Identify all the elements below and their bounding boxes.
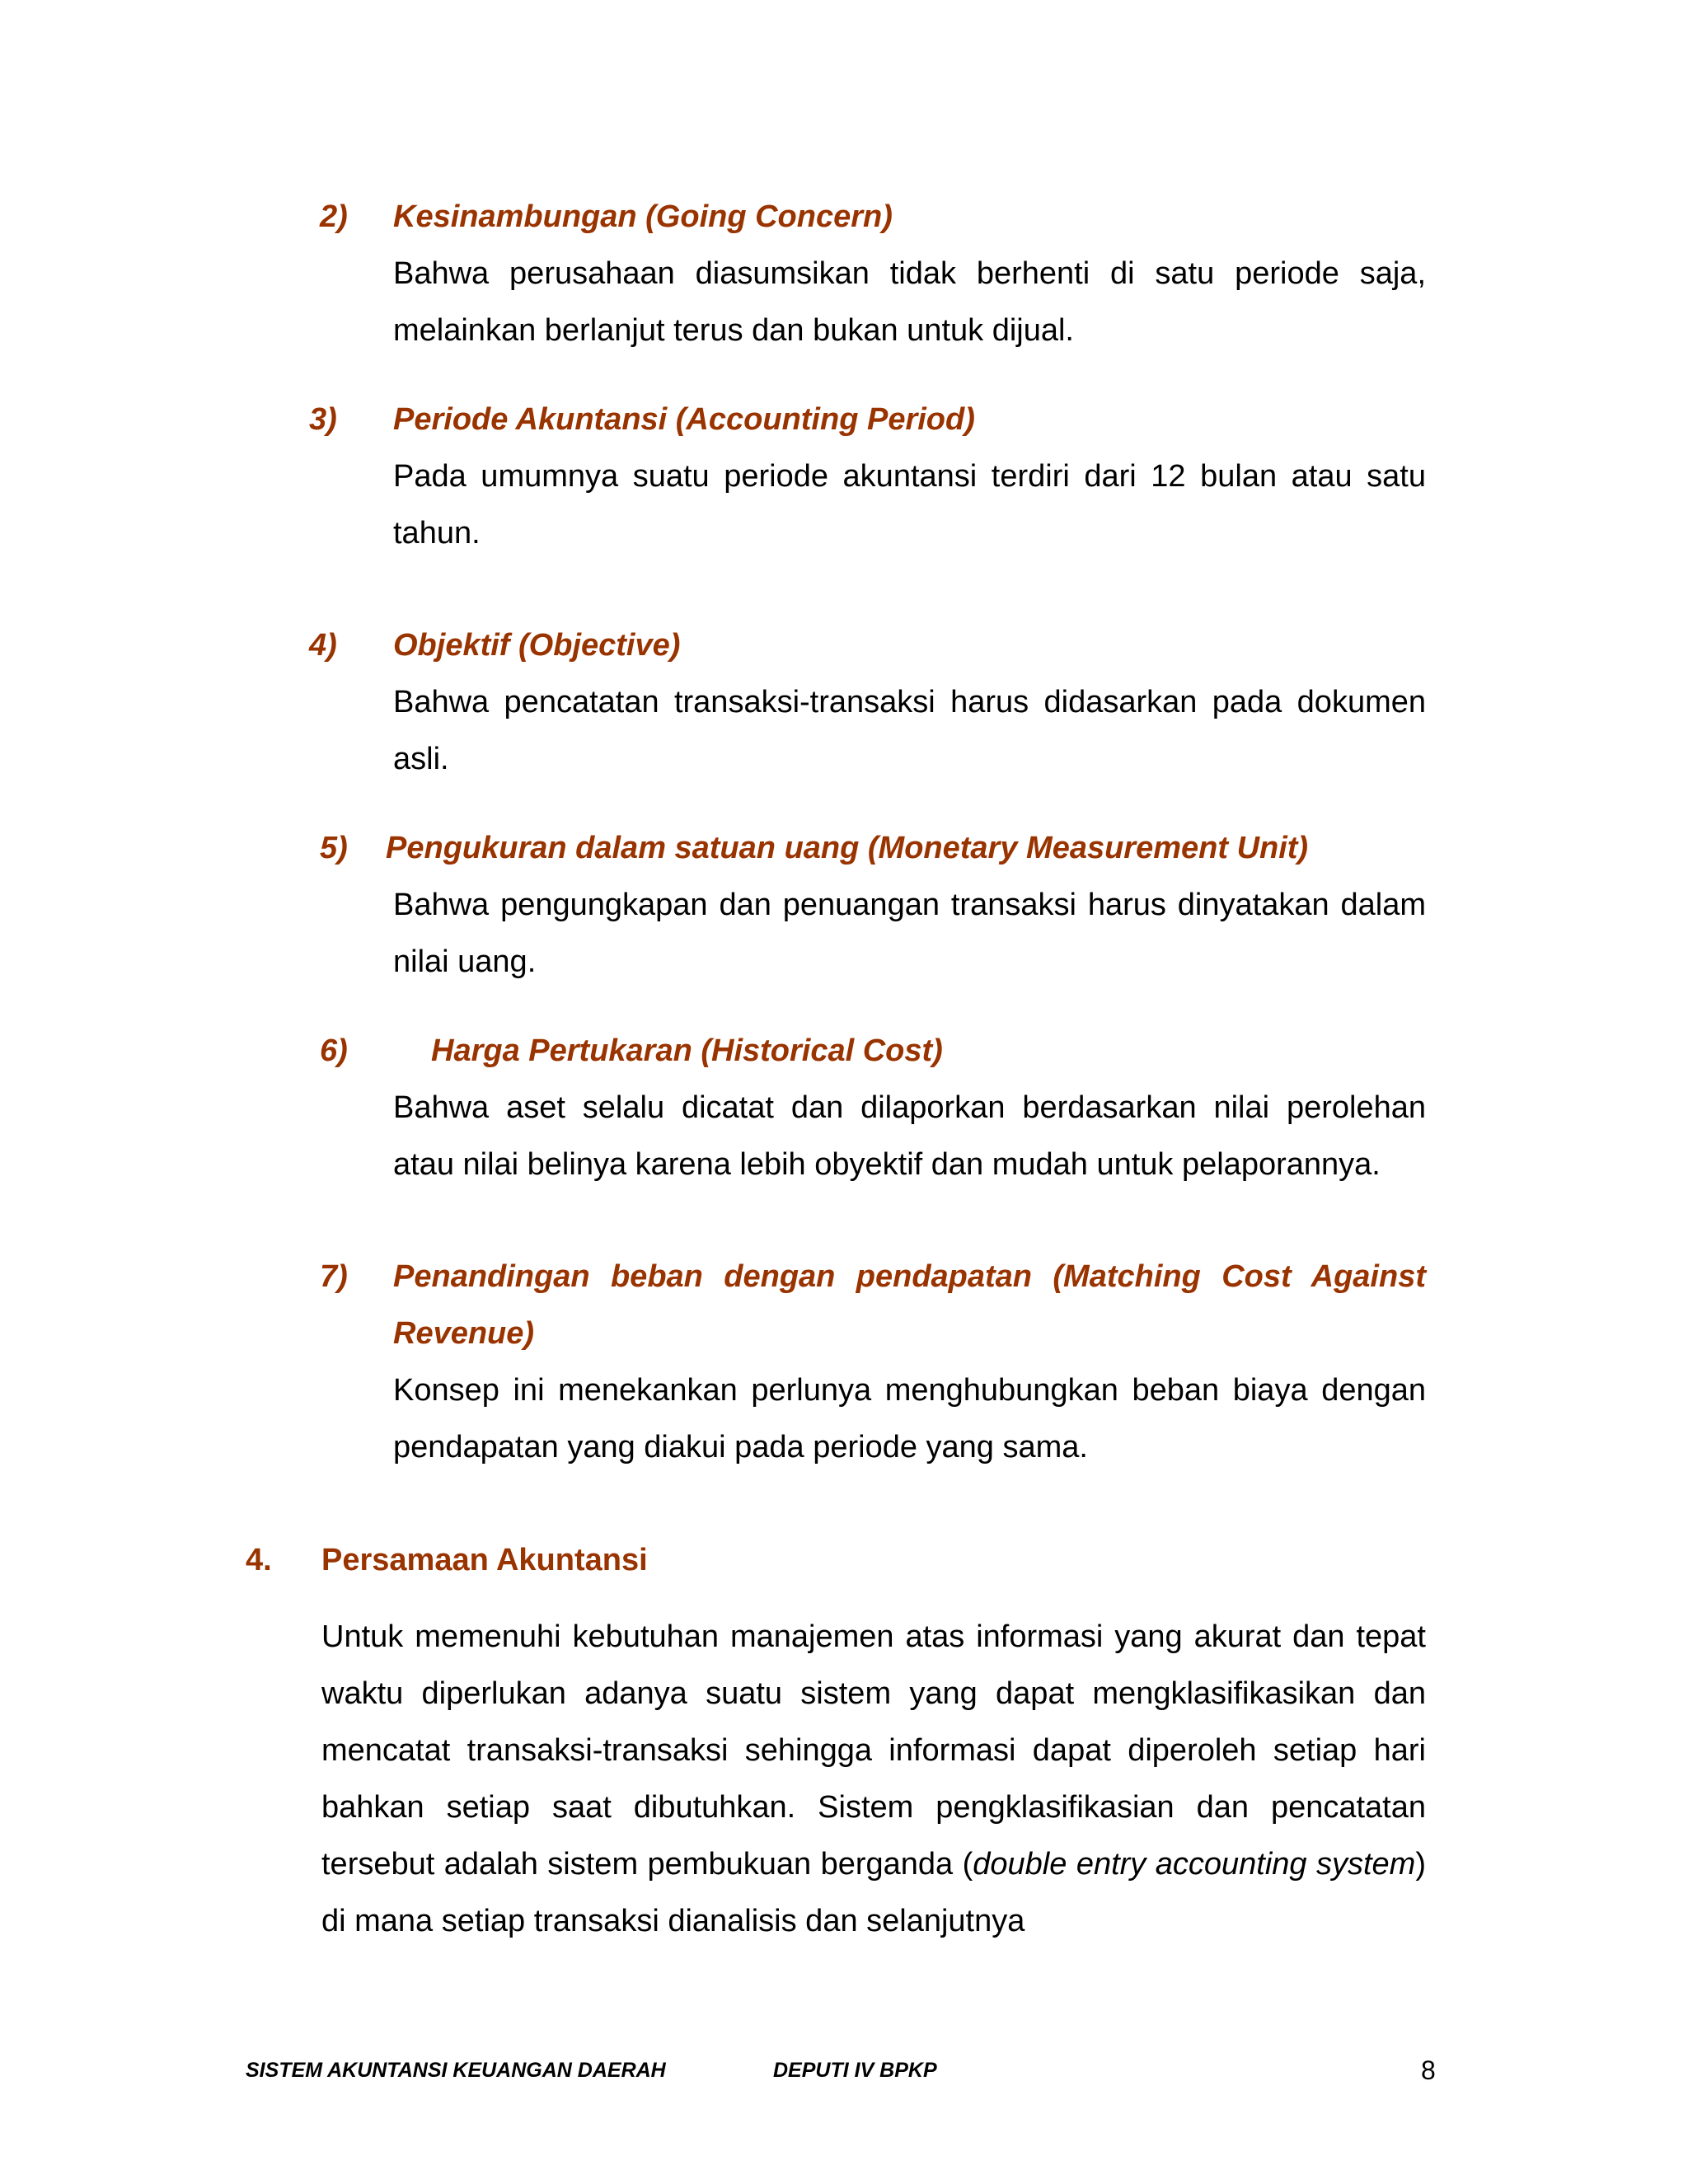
item-body: Bahwa pencatatan transaksi-transaksi harus didasarkan pada dokumen asli. [393, 685, 1426, 776]
item-title: Pengukuran dalam satuan uang (Monetary Measurement Unit) [386, 831, 1309, 865]
footer-left: SISTEM AKUNTANSI KEUANGAN DAERAH [246, 2059, 666, 2082]
item-number: 3) [309, 402, 337, 437]
item-number: 5) [320, 831, 348, 865]
item-number: 4) [309, 628, 337, 663]
item-title: Penandingan beban dengan pendapatan (Matching Cost Against Revenue) [393, 1259, 1426, 1351]
item-body: Bahwa pengungkapan dan penuangan transaksi harus dinyatakan dalam nilai uang. [393, 888, 1426, 979]
item-number: 7) [320, 1259, 348, 1294]
item-title: Objektif (Objective) [393, 628, 681, 663]
item-title: Periode Akuntansi (Accounting Period) [393, 402, 975, 437]
item-body: Konsep ini menekankan perlunya menghubungkan beban biaya dengan pendapatan yang diakui pada periode yang sama. [393, 1373, 1426, 1465]
footer-center: DEPUTI IV BPKP [773, 2059, 937, 2082]
item-number: 6) [320, 1033, 348, 1068]
page-number: 8 [1421, 2055, 1436, 2085]
paragraph-text: Untuk memenuhi kebutuhan manajemen atas informasi yang akurat dan tepat waktu diperlukan adanya suatu sistem yang dapat mengklasifikasikan dan mencatat transaksi-transaksi sehingga informasi dapat diperoleh setiap hari bahkan setiap saat dibutuhkan. Sistem pengklasifikasian dan pencatatan tersebut adalah sistem pembukuan berganda ( [321, 1619, 1426, 1882]
item-title: Harga Pertukaran (Historical Cost) [431, 1033, 943, 1068]
item-body: Pada umumnya suatu periode akuntansi terdiri dari 12 bulan atau satu tahun. [393, 459, 1426, 551]
item-title: Kesinambungan (Going Concern) [393, 199, 893, 234]
item-number: 2) [320, 199, 348, 234]
item-body: Bahwa perusahaan diasumsikan tidak berhenti di satu periode saja, melainkan berlanjut terus dan bukan untuk dijual. [393, 256, 1426, 348]
paragraph-text-continued: ) di mana setiap transaksi dianalisis dan selanjutnya [321, 1847, 1426, 1938]
section-title: Persamaan Akuntansi [321, 1543, 648, 1577]
section-number: 4. [246, 1543, 272, 1577]
paragraph-italic-term: double entry accounting system [973, 1847, 1416, 1882]
item-body: Bahwa aset selalu dicatat dan dilaporkan berdasarkan nilai perolehan atau nilai belinya karena lebih obyektif dan mudah untuk pelaporannya. [393, 1090, 1426, 1182]
section-paragraph [321, 1609, 1426, 1950]
